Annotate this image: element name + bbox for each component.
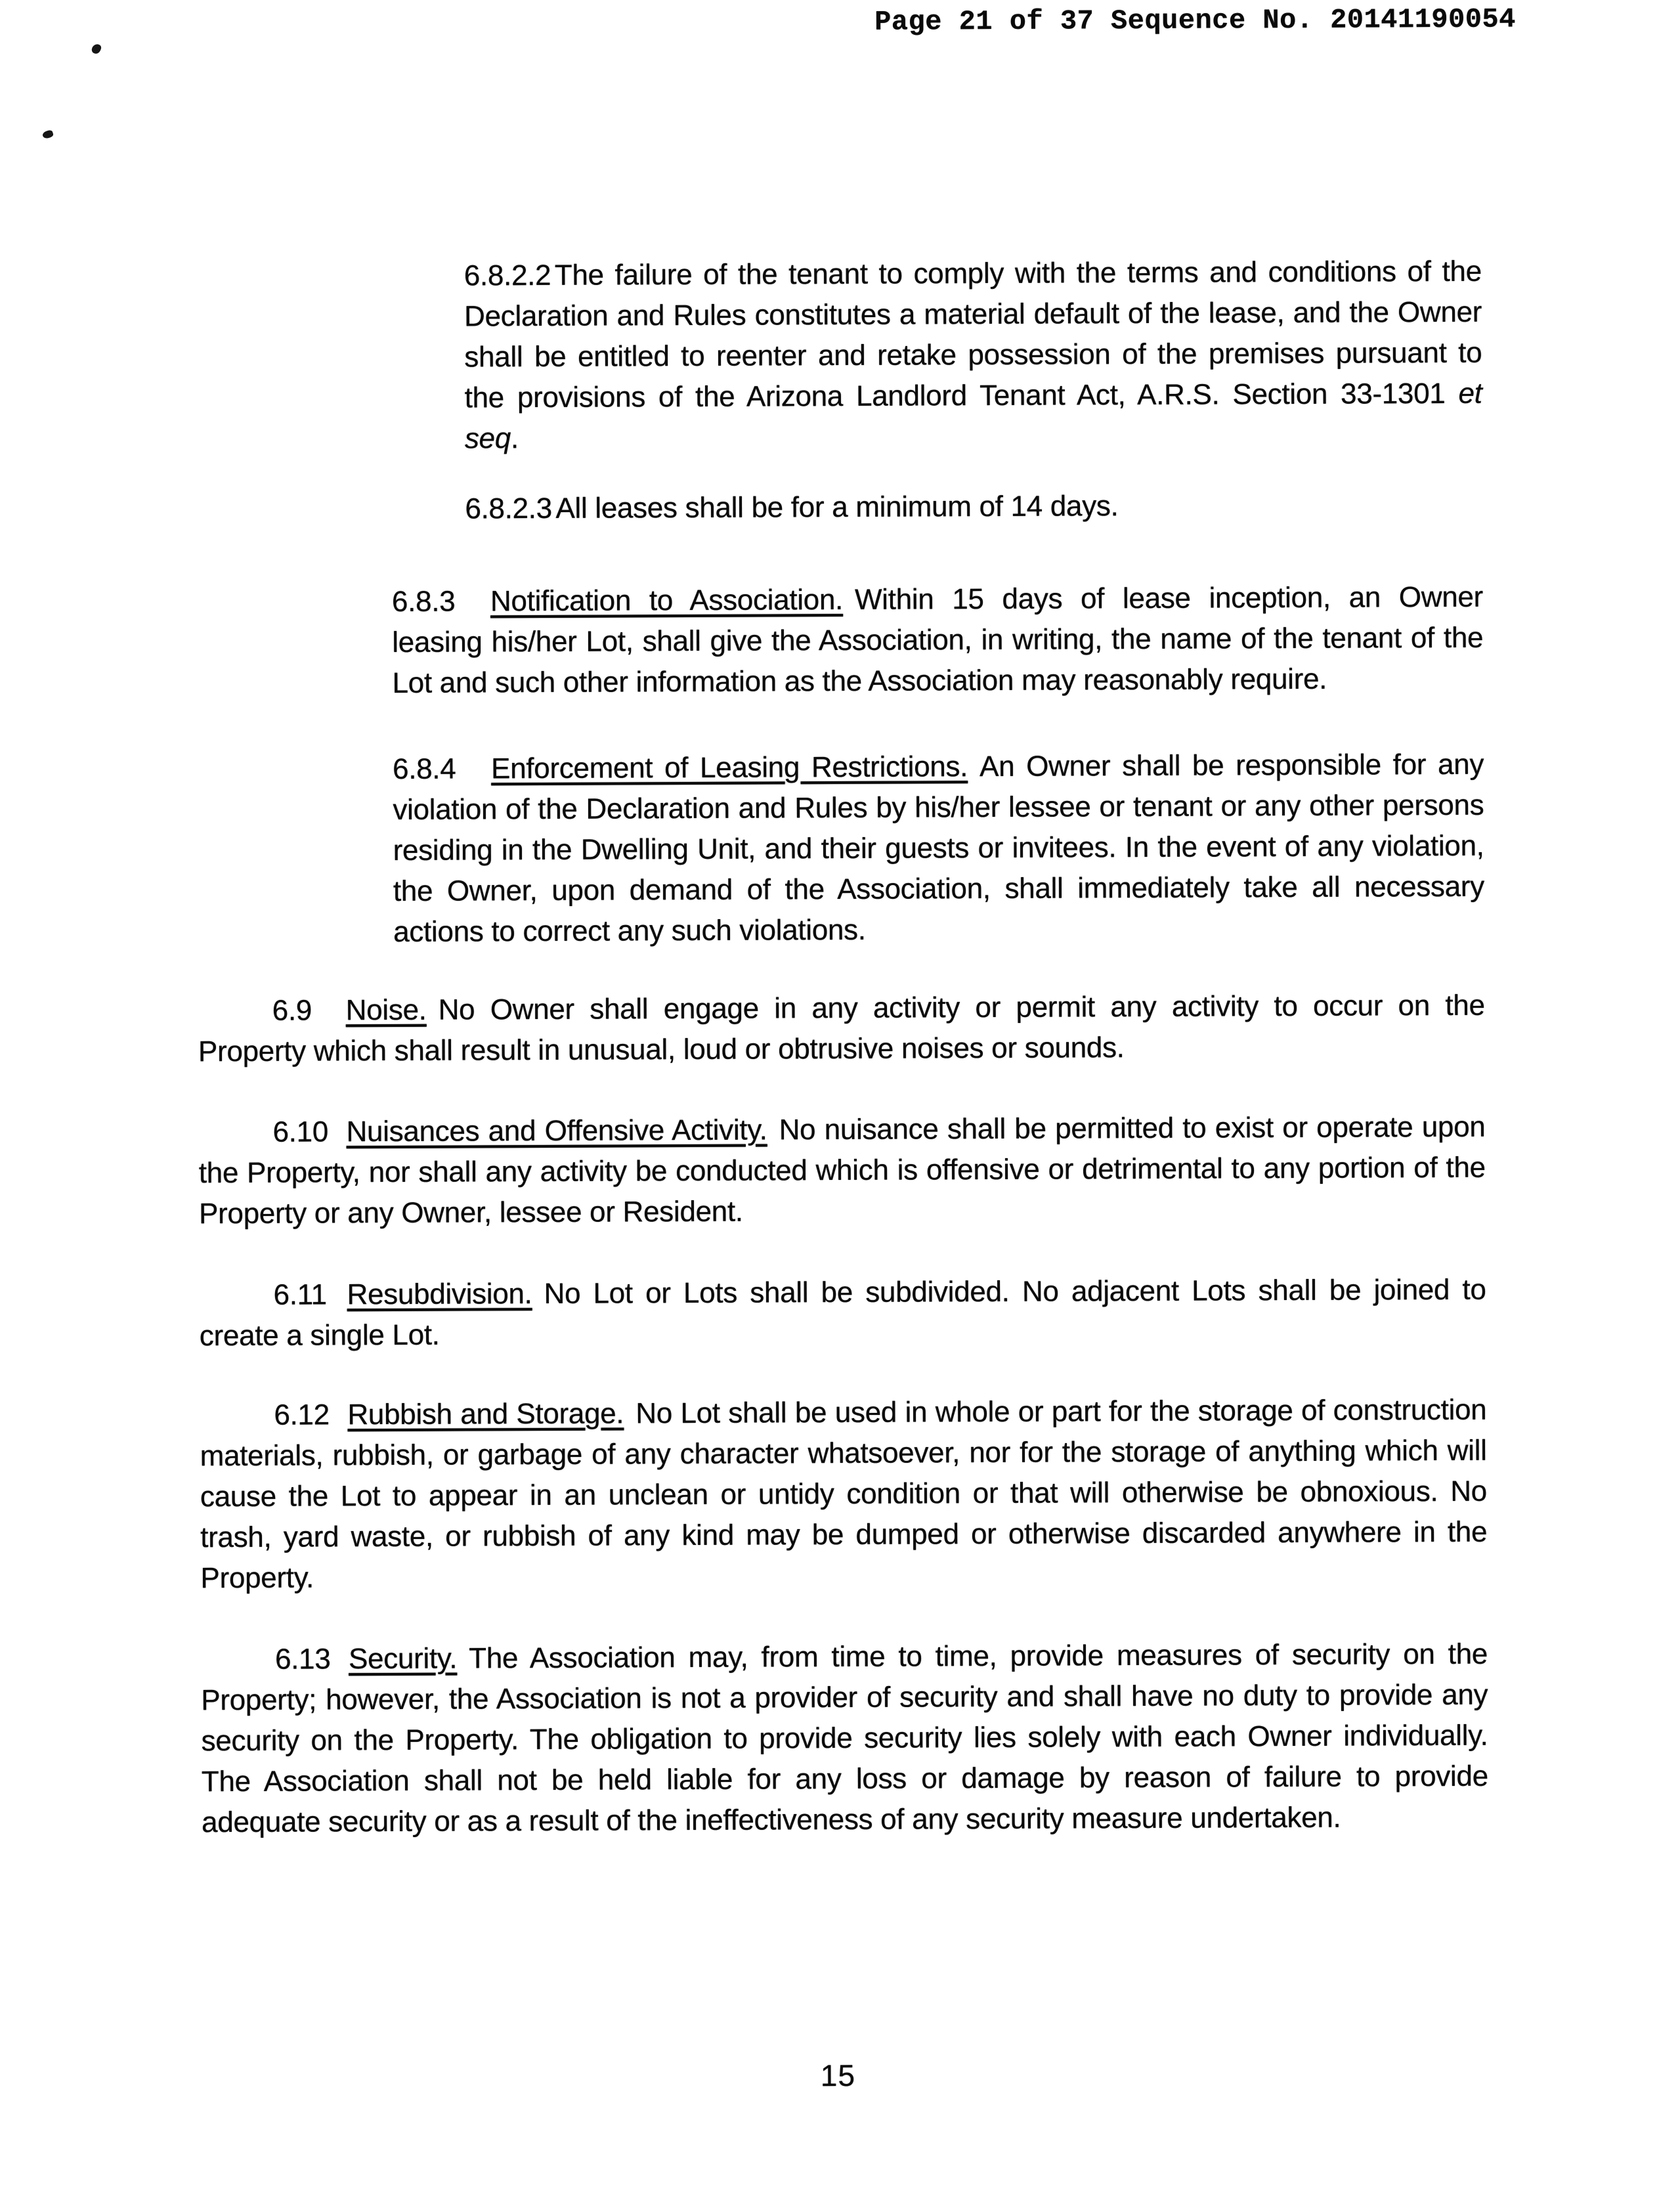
section-text: . <box>510 422 519 455</box>
recording-header: Page 21 of 37 Sequence No. 20141190054 <box>874 3 1517 38</box>
scan-speck-icon <box>42 129 54 139</box>
section-6-8-3 <box>392 577 1484 704</box>
section-6-13 <box>201 1634 1488 1844</box>
section-6-10 <box>198 1107 1486 1235</box>
section-text: The failure of the tenant to comply with the terms and conditions of the Declaration and Rules constitutes a material default of the lease, and the Owner shall be entitled to reenter and retake possession of the premises pursuant to the provisions of the Arizona Landlord Tenant Act, A.R.S. Section 33-1301 <box>463 255 1482 414</box>
section-6-11 <box>199 1270 1486 1357</box>
scan-speck-icon <box>91 43 102 55</box>
section-number: 6.11 <box>273 1278 327 1311</box>
section-text: All leases shall be for a minimum of 14 days. <box>555 490 1119 525</box>
section-number: 6.13 <box>274 1643 331 1676</box>
section-heading: Security. <box>348 1642 458 1676</box>
section-text: Within 15 days of lease inception, an Owner leasing his/her Lot, shall give the Association, in writing, the name of the tenant of the Lot and such other information as the Association may reasonably require. <box>392 580 1484 699</box>
section-heading: Notification to Association. <box>490 583 844 618</box>
section-number: 6.8.4 <box>392 752 456 785</box>
section-number: 6.8.2.3 <box>465 492 552 525</box>
section-text: No Lot or Lots shall be subdivided. No adjacent Lots shall be joined to create a single Lot. <box>199 1273 1486 1353</box>
section-text: The Association may, from time to time, provide measures of security on the Property; however, the Association is not a provider of security and shall have no duty to provide any security on the Property. The obligation to provide security lies solely with each Owner individually. The Association shall not be held liable for any loss or damage by reason of failure to provide adequate security or as a result of the ineffectiveness of any security measure undertaken. <box>201 1637 1488 1839</box>
section-heading: Rubbish and Storage. <box>347 1397 624 1431</box>
section-heading: Nuisances and Offensive Activity. <box>346 1114 767 1148</box>
section-heading: Enforcement of Leasing Restrictions. <box>490 750 968 785</box>
section-6-9 <box>198 986 1486 1073</box>
section-text: No nuisance shall be permitted to exist or operate upon the Property, nor shall any activity be conducted which is offensive or detrimental to any portion of the Property or any Owner, lessee or Resident. <box>198 1110 1486 1230</box>
section-heading: Noise. <box>345 993 427 1027</box>
section-6-8-4 <box>393 745 1484 953</box>
section-number: 6.12 <box>274 1398 330 1431</box>
section-number: 6.9 <box>272 994 312 1027</box>
section-6-8-2-2 <box>464 251 1482 460</box>
section-text-italic: et seq <box>464 377 1482 455</box>
section-number: 6.10 <box>272 1116 329 1148</box>
section-number: 6.8.2.2 <box>463 259 551 292</box>
section-6-8-2-3 <box>465 485 1482 530</box>
section-6-12 <box>200 1390 1487 1599</box>
section-text: No Owner shall engage in any activity or permit any activity to occur on the Property which shall result in unusual, loud or obtrusive noises or sounds. <box>198 989 1485 1068</box>
document-body <box>195 251 1489 1844</box>
page-number: 15 <box>820 2058 856 2093</box>
section-number: 6.8.3 <box>391 585 456 618</box>
section-text: No Lot shall be used in whole or part for the storage of construction materials, rubbish, or garbage of any character whatsoever, nor for the storage of anything which will cause the Lot to appear in an unclean or untidy condition or that will otherwise be obnoxious. No trash, yard waste, or rubbish of any kind may be dumped or otherwise discarded anywhere in the Property. <box>200 1393 1488 1595</box>
section-text: An Owner shall be responsible for any violation of the Declaration and Rules by his/her lessee or tenant or any other persons residing in the Dwelling Unit, and their guests or invitees. In the event of any violation, the Owner, upon demand of the Association, shall immediately take all necessary actions to correct any such violations. <box>393 748 1485 948</box>
section-heading: Resubdivision. <box>347 1278 532 1311</box>
